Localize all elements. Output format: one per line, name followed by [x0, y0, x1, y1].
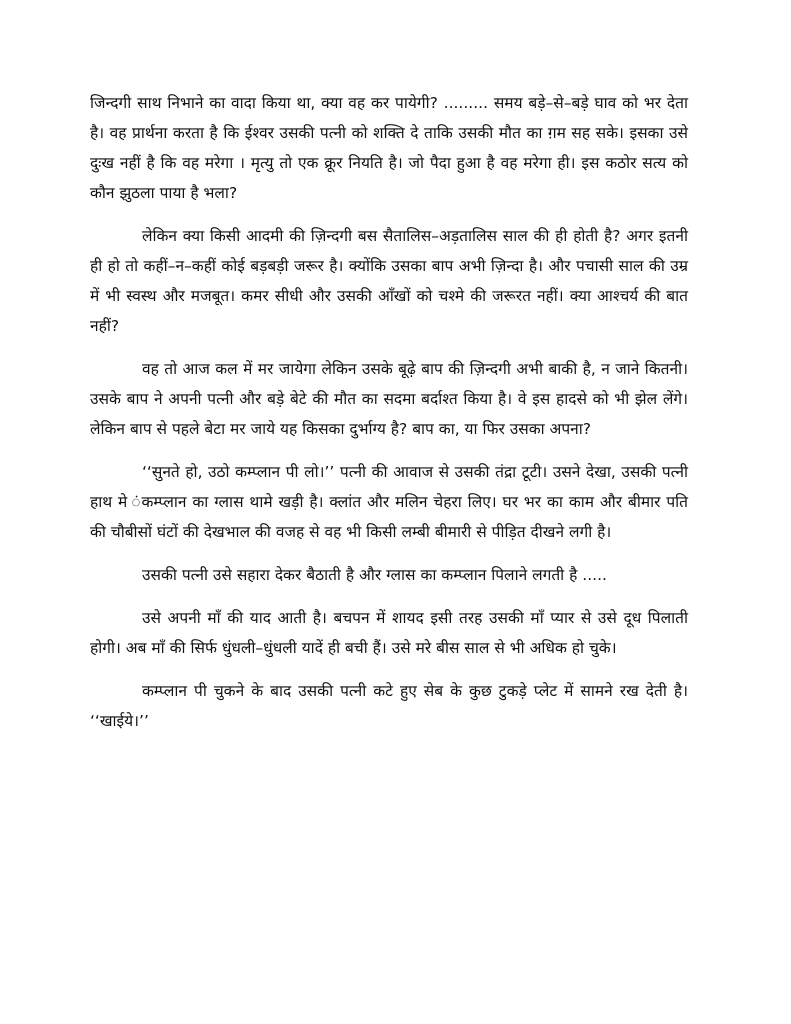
- paragraph-4: ‘‘सुनते हो, उठो कम्प्लान पी लो।’’ पत्नी की आवाज से उसकी तंद्रा टूटी। उसने देखा, उसकी पत्नी हाथ मे ंकम्प्लान का ग्लास थामे खड़ी है। क्लांत और मलिन चेहरा लिए। घर भर का काम और बीमार पति की चौबीसों घंटों की देखभाल की वजह से वह भी किसी लम्बी बीमारी से पीड़ित दीखने लगी है।: [90, 463, 688, 541]
- paragraph-5: उसकी पत्नी उसे सहारा देकर बैठाती है और ग्लास का कम्प्लान पिलाने लगती है .....: [142, 566, 607, 584]
- paragraph-7: कम्प्लान पी चुकने के बाद उसकी पत्नी कटे हुए सेब के कुछ टुकड़े प्लेट में सामने रख देती है। ‘‘खाईये।’’: [90, 682, 688, 730]
- body-text: [90, 88, 688, 749]
- paragraph-2: लेकिन क्या किसी आदमी की ज़िन्दगी बस सैतालिस–अड़तालिस साल की ही होती है? अगर इतनी ही हो तो कहीं–न–कहीं कोई बड़बड़ी जरूर है। क्योंकि उसका बाप अभी ज़िन्दा है। और पचासी साल की उम्र में भी स्वस्थ और मजबूत। कमर सीधी और उसकी आँखों को चश्मे की जरूरत नहीं। क्या आश्चर्य की बात नहीं?: [90, 227, 688, 335]
- paragraph-1: जिन्दगी साथ निभाने का वादा किया था, क्या वह कर पायेगी? ......... समय बड़े–से–बड़े घाव को भर देता है। वह प्रार्थना करता है कि ईश्वर उसकी पत्नी को शक्ति दे ताकि उसकी मौत का ग़म सह सके। इसका उसे दुःख नहीं है कि वह मरेगा । मृत्यु तो एक क्रूर नियति है। जो पैदा हुआ है वह मरेगा ही। इस कठोर सत्य को कौन झुठला पाया है भला?: [90, 94, 688, 202]
- paragraph-6: उसे अपनी माँ की याद आती है। बचपन में शायद इसी तरह उसकी माँ प्यार से उसे दूध पिलाती होगी। अब माँ की सिर्फ धुंधली–धुंधली यादें ही बची हैं। उसे मरे बीस साल से भी अधिक हो चुके।: [90, 609, 688, 657]
- paragraph-3: वह तो आज कल में मर जायेगा लेकिन उसके बूढ़े बाप की ज़िन्दगी अभी बाकी है, न जाने कितनी। उसके बाप ने अपनी पत्नी और बड़े बेटे की मौत का सदमा बर्दाश्त किया है। वे इस हादसे को भी झेल लेंगे। लेकिन बाप से पहले बेटा मर जाये यह किसका दुर्भाग्य है? बाप का, या फिर उसका अपना?: [90, 360, 688, 438]
